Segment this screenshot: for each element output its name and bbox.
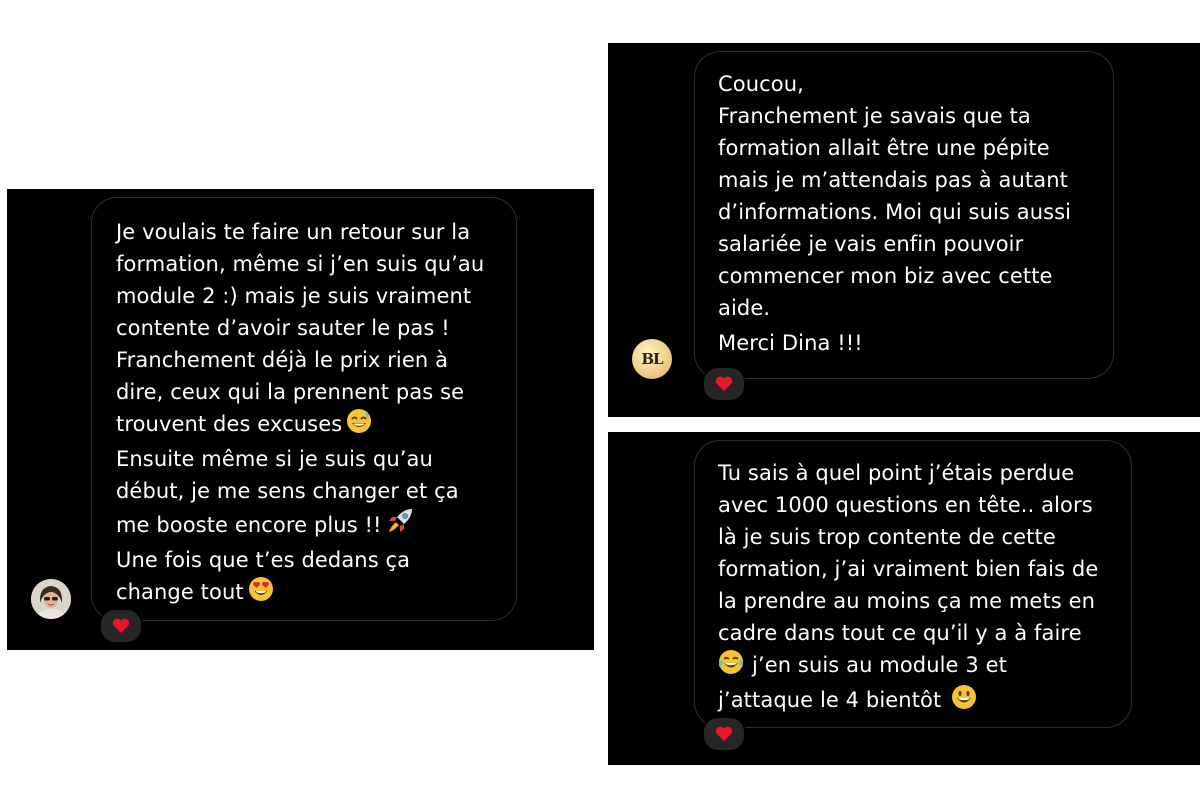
message-line: formation, même si j’en suis qu’au [116,252,485,276]
heart-reaction[interactable] [702,716,746,752]
message-line: la prendre au moins ça me mets en [718,589,1096,613]
message-line: mais je m’attendais pas à autant [718,168,1068,192]
message-line: change tout [116,580,244,604]
chat-panel-top-right [608,43,1200,417]
heart-reaction[interactable] [99,608,143,644]
heart-reaction[interactable] [702,366,746,402]
message-line: aide. [718,296,771,320]
message-line: module 2 :) mais je suis vraiment [116,284,472,308]
message-line: me booste encore plus !! [116,513,382,537]
chat-panel-left [7,189,594,650]
message-line: formation, j’ai vraiment bien fais de [718,557,1099,581]
message-line: avec 1000 questions en tête.. alors [718,493,1093,517]
heart-icon [715,726,733,742]
message-bubble[interactable] [694,51,1114,379]
sender-avatar-photo[interactable] [31,579,71,619]
avatar-initials: BL [641,350,663,368]
heart-eyes-emoji-icon [248,576,274,611]
heart-icon [715,376,733,392]
smiley-emoji-icon [951,684,977,719]
message-line: j’attaque le 4 bientôt [718,688,942,712]
message-line: formation allait être une pépite [718,136,1050,160]
message-line: Ensuite même si je suis qu’au [116,447,433,471]
message-line: là je suis trop contente de cette [718,525,1056,549]
message-line: dire, ceux qui la prennent pas se [116,380,465,404]
message-line: cadre dans tout ce qu’il y a à faire [718,621,1082,645]
sweat-smile-emoji-icon [346,408,372,443]
message-bubble[interactable] [694,440,1132,728]
heart-icon [112,618,130,634]
message-line: Franchement je savais que ta [718,104,1031,128]
message-line: j’en suis au module 3 et [752,653,1007,677]
chat-panel-bottom-right [608,432,1200,765]
message-line: contente d’avoir sauter le pas ! [116,316,450,340]
message-line: Une fois que t’es dedans ça [116,548,411,572]
message-line: salariée je vais enfin pouvoir [718,232,1024,256]
message-line: trouvent des excuses [116,412,343,436]
sender-avatar-logo[interactable] [632,339,672,379]
message-bubble[interactable] [91,197,517,621]
message-line: Franchement déjà le prix rien à [116,348,449,372]
rocket-emoji-icon [386,507,414,544]
message-line: Merci Dina !!! [718,331,863,355]
message-line: début, je me sens changer et ça [116,479,459,503]
message-line: d’informations. Moi qui suis aussi [718,200,1072,224]
message-line: Coucou, [718,72,804,96]
message-line: Je voulais te faire un retour sur la [116,220,471,244]
message-line: commencer mon biz avec cette [718,264,1053,288]
message-line: Tu sais à quel point j’étais perdue [718,461,1075,485]
joy-emoji-icon [718,649,744,684]
